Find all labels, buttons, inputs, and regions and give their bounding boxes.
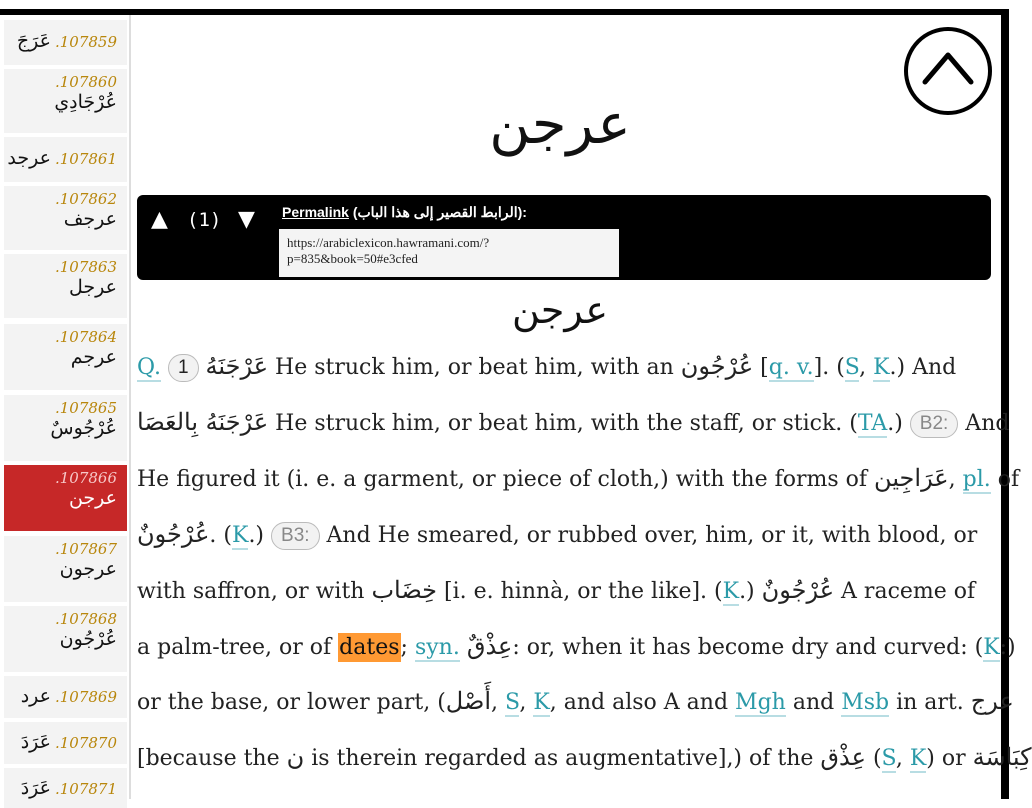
sidebar-item-word: عَرَجَ: [16, 30, 51, 52]
page-title: عرجن: [489, 92, 631, 157]
source-link-s[interactable]: S: [844, 355, 860, 380]
sidebar-item-number: .107868: [54, 610, 117, 628]
entry-line-8: [137, 743, 1032, 771]
sidebar-item-word: عرجد: [7, 147, 51, 169]
text: .) And: [889, 355, 957, 380]
source-link-ta[interactable]: TA: [857, 411, 888, 436]
source-link-msb[interactable]: Msb: [841, 690, 890, 715]
entry-line-6: [137, 632, 1016, 660]
search-highlight: dates: [339, 635, 400, 660]
sidebar-item-word: عُرْجُوسٌ: [50, 417, 117, 439]
text: ,: [895, 746, 910, 771]
sidebar-item-word: عرجون: [59, 558, 117, 580]
q-link[interactable]: Q.: [137, 355, 161, 380]
source-link-k[interactable]: K: [873, 355, 890, 380]
sense-badge-b3[interactable]: B3:: [271, 522, 320, 550]
match-count: (1): [187, 209, 222, 231]
sidebar-item-number: .107864: [54, 328, 117, 346]
entry-line-4: [137, 520, 987, 550]
text: is therein regarded as augmentative],) of the: [304, 746, 821, 771]
synonym-link[interactable]: syn.: [414, 635, 460, 660]
text: He struck him, or beat him, with an: [268, 355, 681, 380]
sidebar-item-number: .107860: [54, 73, 117, 91]
sidebar-item-word: عرجف: [63, 208, 117, 230]
arabic-word: أَصْل: [445, 687, 492, 715]
sidebar-item-107871[interactable]: [4, 768, 127, 808]
arabic-word: عُرْجُون: [680, 352, 754, 380]
sidebar-item-word: عرجم: [70, 346, 117, 368]
sidebar-item-number: .107867: [54, 540, 117, 558]
entry-line-3: [137, 464, 1020, 492]
sidebar-item-word: عَرَدَ: [20, 777, 51, 799]
sidebar: [0, 15, 131, 799]
arabic-word: عِذْق: [820, 743, 866, 771]
entry-line-2: [137, 408, 1010, 438]
text: a palm-tree, or of: [137, 635, 339, 660]
permalink-url-line: https://arabiclexicon.hawramani.com/?: [287, 235, 490, 250]
text: [460, 635, 467, 660]
sidebar-item-number: .107865: [54, 399, 117, 417]
sidebar-item-107866-active[interactable]: [4, 465, 127, 531]
text: And He smeared, or rubbed over, him, or it, with blood, or: [319, 523, 978, 548]
text: ,: [519, 690, 534, 715]
sidebar-item-107862[interactable]: [4, 186, 127, 250]
sidebar-item-number: .107861: [54, 150, 117, 168]
right-border: [1001, 9, 1009, 799]
text: or the base, or lower part, (: [137, 690, 446, 715]
permalink-url-line: p=835&book=50#e3cfed: [287, 251, 418, 266]
text: :): [999, 635, 1016, 660]
scroll-top-button[interactable]: [904, 27, 992, 115]
sidebar-item-number: .107869: [54, 688, 117, 706]
sidebar-item-107859[interactable]: [4, 20, 127, 65]
entry-line-5: [137, 576, 987, 604]
entry-line-7: [137, 687, 1014, 715]
arabic-word: عُرْجُونٌ: [761, 576, 835, 604]
sidebar-item-number: .107871: [54, 780, 117, 798]
arabic-word: عرج: [970, 687, 1014, 715]
text: [because the: [137, 746, 287, 771]
arabic-word: خِضَاب: [371, 576, 438, 604]
text: ,: [948, 467, 963, 492]
previous-match-button[interactable]: ▲: [151, 207, 168, 232]
text: ) or: [926, 746, 973, 771]
permalink-url-box[interactable]: [279, 229, 619, 277]
source-link-k[interactable]: K: [722, 579, 740, 604]
sidebar-item-107867[interactable]: [4, 536, 127, 602]
text: with saffron, or with: [137, 579, 372, 604]
sidebar-item-107860[interactable]: [4, 69, 127, 133]
arabic-word: عَرْجَنَهُ بِالعَصَا: [137, 408, 269, 436]
arabic-word: عِذْقٌ: [466, 632, 513, 660]
sidebar-item-number: .107862: [54, 190, 117, 208]
sidebar-item-107869[interactable]: [4, 676, 127, 718]
text: .): [248, 523, 272, 548]
text: He figured it (i. e. a garment, or piece of cloth,) with the forms of: [137, 467, 875, 492]
sense-number-badge[interactable]: 1: [168, 354, 199, 382]
sidebar-item-number: .107866: [54, 469, 117, 487]
text: of: [990, 467, 1020, 492]
arabic-word: عُرْجُونٌ: [137, 520, 210, 548]
sidebar-item-107861[interactable]: [4, 137, 127, 182]
text: : or, when it has become dry and curved: (: [512, 635, 984, 660]
qv-link[interactable]: q. v.: [768, 355, 814, 380]
top-border: [0, 9, 1009, 15]
permalink-label: [282, 204, 527, 221]
source-link-mgh[interactable]: Mgh: [735, 690, 786, 715]
sidebar-item-107865[interactable]: [4, 395, 127, 461]
text: .): [887, 411, 910, 436]
arabic-word: عَرْجَنَهُ: [205, 352, 269, 380]
text: ]. (: [813, 355, 845, 380]
text: [i. e. hinnà, or the like]. (: [437, 579, 723, 604]
sidebar-item-107863[interactable]: [4, 254, 127, 318]
entry-line-1: Q. 1 عَرْجَنَهُ He struck him, or beat him, with an عُرْجُون [q. v.]. (S, K.) And: [137, 352, 957, 380]
text: and: [785, 690, 842, 715]
source-link-k[interactable]: K: [232, 523, 249, 548]
entry-heading: عرجن: [511, 288, 609, 332]
sidebar-item-word: عُرْجُون: [59, 628, 117, 650]
source-link-k[interactable]: K: [533, 690, 550, 715]
sidebar-item-word: عرد: [20, 685, 51, 707]
text: He struck him, or beat him, with the staff, or stick. (: [268, 411, 858, 436]
source-link-k[interactable]: K: [983, 635, 1000, 660]
sidebar-item-107864[interactable]: [4, 324, 127, 390]
text: (: [865, 746, 882, 771]
text: ,: [491, 690, 506, 715]
text: , and also A and: [549, 690, 736, 715]
sidebar-item-word: عرجن: [68, 487, 117, 509]
text: ;: [400, 635, 415, 660]
sidebar-item-number: .107870: [54, 734, 117, 752]
source-link-s[interactable]: S: [505, 690, 520, 715]
text: . (: [209, 523, 232, 548]
chevron-up-icon: [922, 49, 974, 85]
sense-badge-b2[interactable]: B2:: [910, 410, 959, 438]
text: A raceme of: [834, 579, 976, 604]
source-link-k[interactable]: K: [909, 746, 927, 771]
arabic-letter: ن: [286, 743, 305, 771]
arabic-word: عَرَاجِين: [874, 464, 949, 492]
arabic-word: كِبَاسَة: [972, 743, 1032, 771]
sidebar-item-word: عرجل: [69, 276, 117, 298]
text: And: [958, 411, 1010, 436]
source-link-s[interactable]: S: [881, 746, 896, 771]
permalink-panel: [137, 195, 991, 280]
permalink-link[interactable]: Permalink: [282, 204, 349, 220]
permalink-label-arabic: (الرابط القصير إلى هذا الباب):: [348, 204, 527, 220]
sidebar-item-number: .107863: [54, 258, 117, 276]
plural-link[interactable]: pl.: [962, 467, 991, 492]
sidebar-item-word: عَرَدَ: [20, 731, 51, 753]
text: [: [753, 355, 769, 380]
sidebar-item-number: .107859: [54, 33, 117, 51]
text: .): [739, 579, 762, 604]
sidebar-item-107870[interactable]: [4, 722, 127, 764]
text: in art.: [889, 690, 971, 715]
sidebar-item-word: عُرْجَادِي: [54, 91, 117, 113]
sidebar-item-107868[interactable]: [4, 606, 127, 672]
next-match-button[interactable]: ▼: [238, 207, 255, 232]
